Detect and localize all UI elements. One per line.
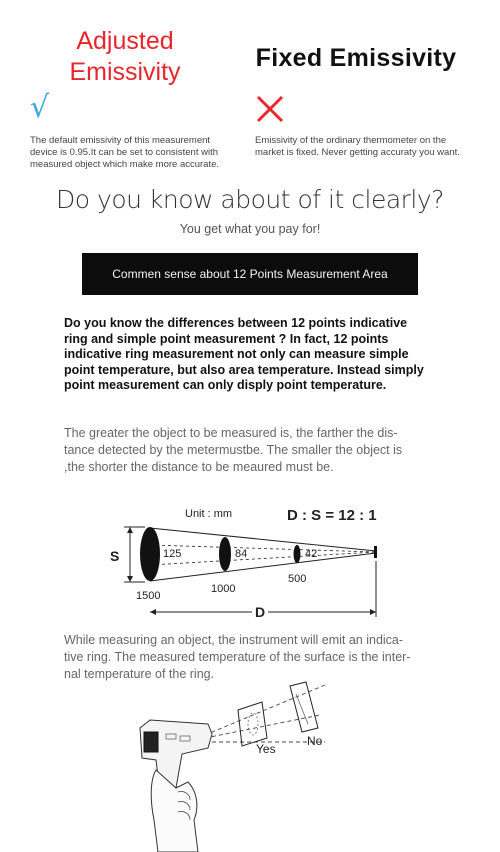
explanation-line1: Do you know the differences between 12 points indicative (64, 316, 408, 330)
gun-body (140, 720, 212, 792)
yes-label: Yes (256, 742, 276, 756)
spot-medium (219, 537, 231, 571)
spot1-distance: 1500 (136, 590, 161, 602)
adjusted-title-line1: Adjusted (76, 27, 174, 55)
cone-mid-bottom (150, 552, 376, 565)
spot-large (140, 527, 160, 581)
d-arrow-left (150, 609, 156, 615)
distance-paragraph (64, 425, 444, 476)
ring-paragraph (64, 632, 444, 683)
fixed-desc-line1: Emissivity of the ordinary thermometer on the (255, 135, 447, 146)
ring-line1: While measuring an object, the instrument will emit an indica- (64, 633, 404, 647)
distance-line1: The greater the object to be measured is, the farther the dis- (64, 426, 398, 440)
explanation-line5: point measurement can only disply point temperature. (64, 378, 387, 392)
adjusted-description (30, 135, 240, 171)
s-arrow-top (127, 527, 133, 533)
spot3-distance: 500 (288, 573, 307, 585)
question-subheading: You get what you pay for! (179, 222, 321, 236)
no-surface (290, 682, 318, 732)
gun-screen (144, 732, 158, 752)
distance-spot-diagram (0, 495, 500, 630)
cross-icon (255, 94, 285, 124)
adjusted-desc-line2: device is 0.95.It can be set to consistent with (30, 147, 218, 158)
section-banner (82, 253, 418, 295)
cone-mid-top (150, 545, 376, 552)
spot2-size: 84 (235, 548, 248, 560)
spot1-size: 125 (163, 548, 182, 560)
s-arrow-bottom (127, 576, 133, 582)
adjusted-emissivity-title (40, 26, 210, 88)
check-icon: √ (30, 90, 50, 125)
beam-top (205, 685, 325, 735)
cone-top-line (150, 528, 376, 551)
d-arrow-right (370, 609, 376, 615)
yes-surface (238, 702, 267, 746)
d-label: D (255, 604, 266, 620)
no-label: No (307, 734, 323, 748)
ratio-label: D : S = 12 : 1 (287, 507, 377, 524)
fixed-description (255, 135, 485, 159)
explanation-line4: point temperature, but also area temperature. Instead simply (64, 362, 424, 377)
explanation-paragraph (64, 316, 444, 394)
adjusted-title-line2: Emissivity (69, 58, 181, 86)
unit-label: Unit : mm (185, 508, 233, 520)
spot2-distance: 1000 (211, 583, 236, 595)
adjusted-desc-line1: The default emissivity of this measurement (30, 135, 211, 146)
distance-line3: ,the shorter the distance to be meaured must be. (64, 460, 334, 474)
spot-small (294, 545, 301, 563)
question-heading: Do you know about of it clearly? (56, 185, 444, 214)
fixed-desc-line2: market is fixed. Never getting accuraty you want. (255, 147, 460, 158)
section-banner-text: Commen sense about 12 Points Measurement Area (112, 267, 388, 281)
yes-ring (248, 713, 258, 735)
ring-line3: nal temperature of the ring. (64, 667, 215, 681)
s-label: S (110, 548, 120, 564)
fixed-emissivity-title: Fixed Emissivity (255, 44, 457, 72)
device-tip (374, 546, 377, 558)
distance-line2: tance detected by the metermustbe. The smaller the object is (64, 443, 403, 457)
explanation-line2: ring and simple point measurement ? In fact, 12 points (64, 331, 389, 346)
spot3-size: 42 (305, 548, 318, 560)
adjusted-desc-line3: measured object which make more accurate. (30, 159, 220, 170)
ring-line2: tive ring. The measured temperature of the surface is the inter- (64, 650, 411, 664)
thermometer-illustration (120, 680, 440, 852)
beam-mid (205, 715, 320, 738)
explanation-line3: indicative ring measurement not only can measure simple (64, 347, 409, 361)
cone-bottom-line (150, 553, 376, 581)
